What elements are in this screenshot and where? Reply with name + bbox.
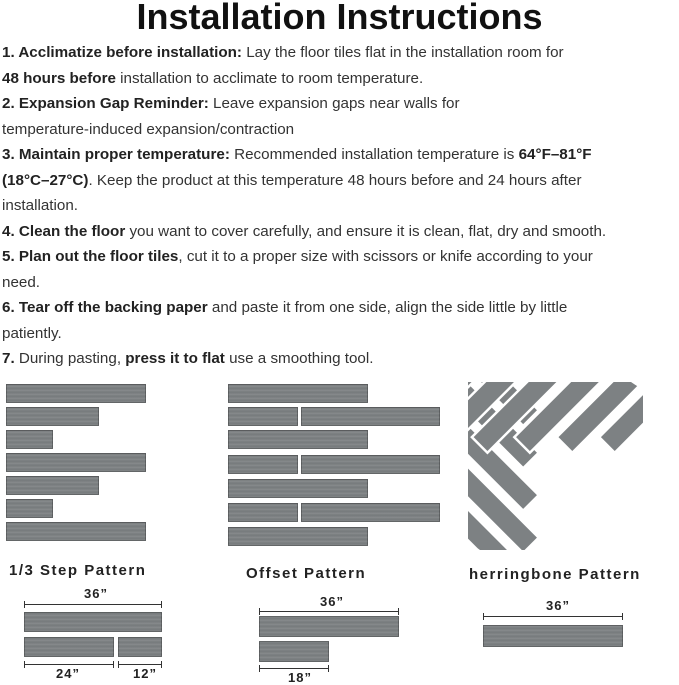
plank bbox=[228, 430, 368, 449]
dimension-line bbox=[118, 664, 162, 665]
plank bbox=[6, 522, 146, 541]
plank bbox=[24, 637, 114, 657]
plank bbox=[228, 455, 298, 474]
plank bbox=[259, 616, 399, 637]
dimension-tick bbox=[259, 608, 260, 615]
dimension-tick bbox=[622, 613, 623, 620]
plank bbox=[6, 430, 53, 449]
plank bbox=[6, 453, 146, 472]
step-6: 6. Tear off the backing paper and paste it from one side, align the side little by little patiently. bbox=[2, 299, 568, 342]
plank bbox=[259, 641, 329, 662]
plank bbox=[483, 625, 623, 647]
step-2: 2. Expansion Gap Reminder: Leave expansion gaps near walls for temperature-induced expansion/contraction bbox=[2, 95, 460, 138]
dimension-label-36: 36” bbox=[546, 598, 570, 613]
dimension-label-24: 24” bbox=[56, 666, 80, 681]
dimension-tick bbox=[398, 608, 399, 615]
step-5: 5. Plan out the floor tiles, cut it to a proper size with scissors or knife according to your need. bbox=[2, 248, 593, 291]
plank bbox=[6, 407, 99, 426]
plank bbox=[228, 479, 368, 498]
dimension-tick bbox=[24, 601, 25, 608]
dimension-tick bbox=[328, 665, 329, 672]
dimension-line bbox=[24, 604, 162, 605]
plank bbox=[228, 407, 298, 426]
dimension-line bbox=[483, 616, 623, 617]
dimension-tick bbox=[118, 661, 119, 668]
plank bbox=[301, 503, 440, 522]
herringbone-pattern-caption: herringbone Pattern bbox=[469, 566, 641, 583]
dimension-tick bbox=[161, 601, 162, 608]
plank bbox=[6, 476, 99, 495]
step-3: 3. Maintain proper temperature: Recommended installation temperature is 64°F–81°F (18°C–27°C). Keep the product at this temperature 48 hours before and 24 hours after installation. bbox=[2, 146, 592, 214]
dimension-tick bbox=[161, 661, 162, 668]
instruction-list bbox=[2, 40, 679, 372]
herringbone-pattern-diagram bbox=[468, 382, 643, 550]
plank bbox=[118, 637, 162, 657]
plank bbox=[228, 503, 298, 522]
plank bbox=[301, 455, 440, 474]
plank bbox=[301, 407, 440, 426]
step-7: 7. During pasting, press it to flat use a smoothing tool. bbox=[2, 350, 374, 367]
step-4: 4. Clean the floor you want to cover carefully, and ensure it is clean, flat, dry and smooth. bbox=[2, 222, 607, 240]
plank bbox=[228, 527, 368, 546]
dimension-tick bbox=[259, 665, 260, 672]
dimension-label-18: 18” bbox=[288, 670, 312, 685]
dimension-label-36: 36” bbox=[320, 594, 344, 609]
page-title: Installation Instructions bbox=[136, 0, 543, 37]
dimension-label-12: 12” bbox=[133, 666, 157, 681]
step-1: 1. Acclimatize before installation: Lay the floor tiles flat in the installation room for 48 hours before installation to acclimate to room temperature. bbox=[2, 44, 564, 87]
offset-pattern-caption: Offset Pattern bbox=[246, 565, 367, 582]
plank bbox=[6, 384, 146, 403]
dimension-line bbox=[259, 611, 399, 612]
dimension-tick bbox=[113, 661, 114, 668]
dimension-line bbox=[24, 664, 114, 665]
dimension-tick bbox=[483, 613, 484, 620]
plank bbox=[24, 612, 162, 632]
step-pattern-caption: 1/3 Step Pattern bbox=[9, 562, 147, 579]
dimension-label-36: 36” bbox=[84, 586, 108, 601]
plank bbox=[228, 384, 368, 403]
dimension-tick bbox=[24, 661, 25, 668]
dimension-line bbox=[259, 668, 329, 669]
plank bbox=[6, 499, 53, 518]
